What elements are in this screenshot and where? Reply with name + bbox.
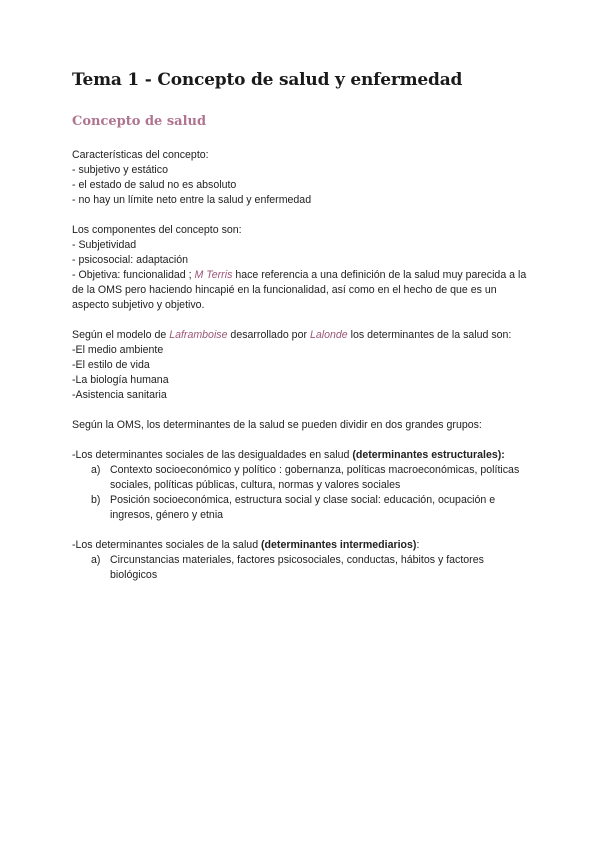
list-marker: a)	[91, 554, 101, 566]
modelo-prefix: Según el modelo de	[72, 329, 170, 341]
oms-intro: Según la OMS, los determinantes de la salud se pueden dividir en dos grandes grupos:	[72, 419, 482, 431]
list-item: - Subjetividad	[72, 239, 137, 251]
sub-item-text: Circunstancias materiales, factores psicosociales, conductas, hábitos y factores biológicos	[110, 554, 484, 581]
group2-bold: (determinantes intermediarios)	[261, 539, 417, 551]
modelo-middle: desarrollado por	[227, 329, 310, 341]
sub-list-item	[72, 493, 532, 523]
componentes-intro: Los componentes del concepto son:	[72, 224, 242, 236]
group2-suffix: :	[416, 539, 420, 551]
author-lalonde: Lalonde	[309, 329, 348, 341]
list-marker: b)	[91, 494, 101, 506]
document-body	[72, 148, 532, 583]
objetiva-suffix: hace referencia a una definición de la salud muy parecida a la de la OMS pero haciendo hincapié en la funcionalidad, así como en el hecho de que es un aspecto subjetivo y objetivo.	[72, 269, 527, 311]
list-item: -El medio ambiente	[72, 344, 164, 356]
group1-bold: (determinantes estructurales)	[352, 449, 502, 461]
author-laframboise: Laframboise	[169, 329, 228, 341]
group1-heading	[72, 448, 532, 463]
section-title: Concepto de salud	[72, 114, 207, 129]
list-item: -Asistencia sanitaria	[72, 389, 167, 401]
sub-list-item	[72, 553, 532, 583]
list-item: - el estado de salud no es absoluto	[72, 179, 237, 191]
sub-item-text: Contexto socioeconómico y político : gobernanza, políticas macroeconómicas, políticas sociales, políticas públicas, cultura, normas y valores sociales	[110, 464, 520, 491]
list-item: -El estilo de vida	[72, 359, 150, 371]
group2-prefix: -Los determinantes sociales de la salud	[72, 539, 262, 551]
author-terris: M Terris	[194, 269, 233, 281]
caracteristicas-intro: Características del concepto:	[72, 149, 209, 161]
list-marker: a)	[91, 464, 101, 476]
group2-heading	[72, 538, 532, 553]
group1-prefix: -Los determinantes sociales de las desigualdades en salud	[72, 449, 353, 461]
sub-item-text: Posición socioeconómica, estructura social y clase social: educación, ocupación e ingresos, género y etnia	[110, 494, 496, 521]
modelo-suffix: los determinantes de la salud son:	[347, 329, 512, 341]
group1-suffix: :	[501, 449, 505, 461]
list-item: -La biología humana	[72, 374, 169, 386]
list-item: - no hay un límite neto entre la salud y enfermedad	[72, 194, 312, 206]
objetiva-prefix: - Objetiva: funcionalidad ;	[72, 269, 195, 281]
sub-list-item	[72, 463, 532, 493]
page-title: Tema 1 - Concepto de salud y enfermedad	[72, 70, 463, 90]
list-item: - subjetivo y estático	[72, 164, 168, 176]
objetiva-paragraph	[72, 268, 532, 313]
list-item: - psicosocial: adaptación	[72, 254, 189, 266]
modelo-paragraph	[72, 328, 532, 343]
